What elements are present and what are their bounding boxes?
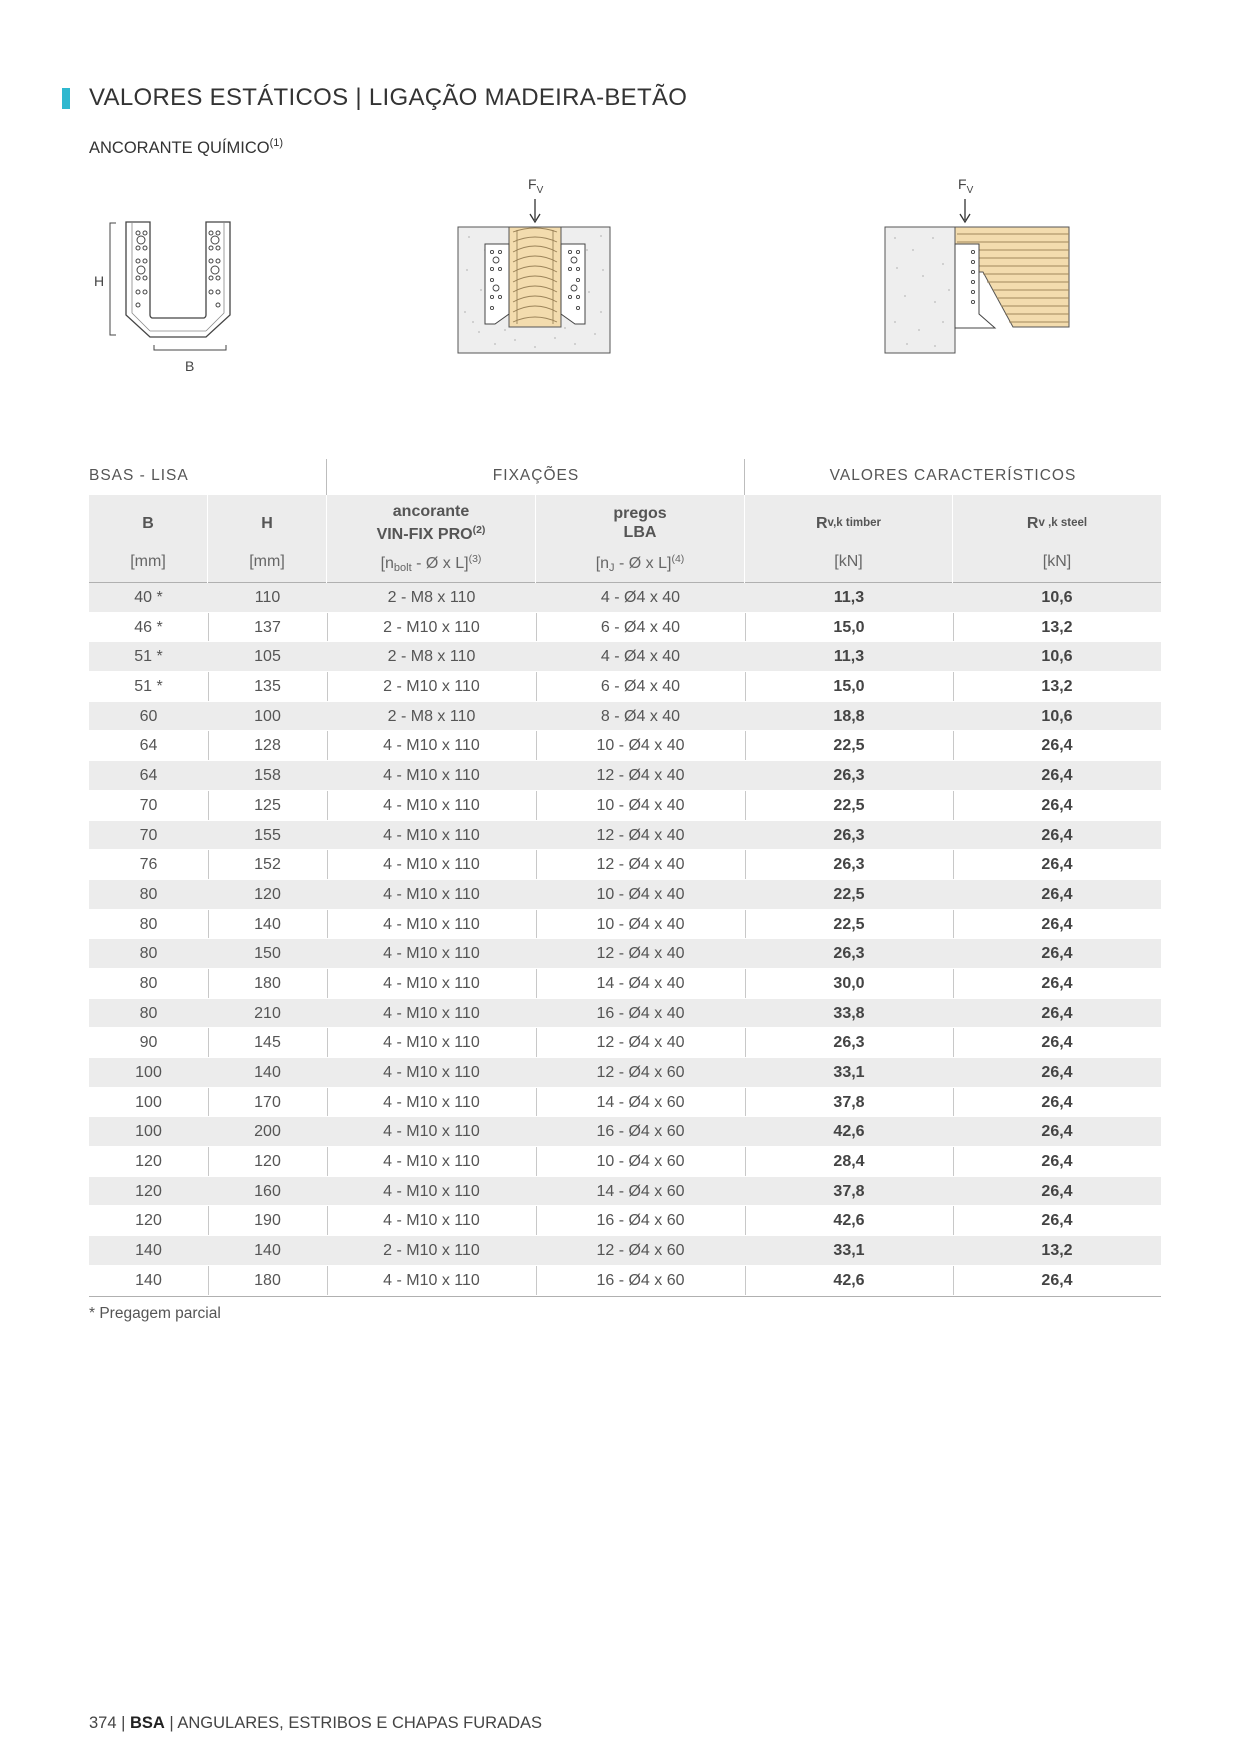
cell-b: 90	[139, 1034, 158, 1052]
table-row	[89, 880, 1161, 910]
table-row	[89, 910, 1161, 940]
table-row	[89, 642, 1161, 672]
cell-h: 110	[254, 589, 281, 606]
col-nails-unit-post: - Ø x L]	[614, 555, 672, 572]
subtitle-text: ANCORANTE QUÍMICO	[89, 139, 270, 157]
table-row	[89, 1147, 1161, 1177]
side-view-figure	[883, 172, 1073, 357]
cell-b: 100	[135, 1064, 162, 1081]
table-row	[89, 583, 1161, 613]
cell-steel: 26,4	[1041, 796, 1073, 814]
col-anchor-name-2-wrap	[377, 521, 486, 544]
cell-timber: 22,5	[833, 885, 865, 903]
col-timber-unit: [kN]	[834, 553, 863, 570]
cell-steel: 26,4	[1041, 1153, 1073, 1171]
col-steel	[953, 495, 1161, 583]
cell-anchor: 4 - M10 x 110	[383, 1093, 480, 1111]
cell-h: 120	[254, 1153, 281, 1171]
cell-b: 100	[135, 1123, 162, 1141]
force-label	[528, 176, 544, 196]
cell-timber: 37,8	[833, 1093, 865, 1111]
col-steel-unit: [kN]	[1042, 553, 1072, 570]
cell-timber: 26,3	[833, 826, 865, 844]
col-anchor-ref: (2)	[472, 524, 486, 536]
table-row	[89, 1266, 1161, 1296]
table-row	[89, 821, 1161, 851]
col-anchor-unit-pre: [n	[380, 555, 394, 572]
cell-steel: 26,4	[1041, 856, 1073, 874]
cell-anchor: 4 - M10 x 110	[383, 915, 480, 933]
cell-anchor: 4 - M10 x 110	[383, 1271, 480, 1289]
cell-nails: 10 - Ø4 x 40	[596, 737, 685, 755]
cell-timber: 28,4	[833, 1153, 865, 1171]
table-row	[89, 672, 1161, 702]
front-view-figure	[455, 172, 620, 357]
cell-nails: 12 - Ø4 x 60	[596, 1242, 685, 1260]
cell-b: 64	[139, 767, 158, 785]
table-row	[89, 1206, 1161, 1236]
cell-steel: 26,4	[1041, 1004, 1073, 1022]
table-body	[89, 583, 1161, 1297]
cell-nails: 16 - Ø4 x 40	[596, 1004, 685, 1022]
cell-nails: 14 - Ø4 x 60	[596, 1182, 685, 1200]
static-values-table	[89, 459, 1161, 1297]
cell-h: 160	[254, 1182, 281, 1200]
cell-anchor: 4 - M10 x 110	[383, 1064, 480, 1081]
cell-steel: 26,4	[1041, 915, 1073, 933]
cell-timber: 37,8	[833, 1182, 865, 1200]
cell-timber: 33,8	[833, 1004, 865, 1022]
cell-b: 40 *	[134, 589, 163, 606]
table-row	[89, 702, 1161, 732]
cell-nails: 4 - Ø4 x 40	[600, 589, 681, 606]
cell-nails: 10 - Ø4 x 40	[596, 915, 685, 933]
cell-nails: 10 - Ø4 x 60	[596, 1153, 685, 1171]
cell-timber: 26,3	[833, 1034, 865, 1052]
cell-h: 152	[254, 856, 281, 874]
cell-steel: 13,2	[1041, 1242, 1073, 1260]
cell-timber: 22,5	[833, 796, 865, 814]
cell-timber: 26,3	[833, 856, 865, 874]
col-steel-name-sub: v ,k steel	[1038, 516, 1088, 529]
cell-h: 128	[254, 737, 281, 755]
cell-h: 155	[254, 826, 281, 844]
cell-timber: 33,1	[833, 1242, 865, 1260]
cell-anchor: 4 - M10 x 110	[383, 1182, 480, 1200]
col-anchor-unit-post: - Ø x L]	[411, 555, 469, 572]
cell-b: 120	[135, 1212, 162, 1230]
cell-timber: 22,5	[833, 915, 865, 933]
cell-steel: 26,4	[1041, 737, 1073, 755]
cell-h: 150	[254, 945, 281, 963]
cell-b: 60	[139, 707, 158, 725]
table-row	[89, 999, 1161, 1029]
cell-timber: 15,0	[833, 678, 865, 696]
section-subtitle	[89, 137, 283, 158]
cell-b: 100	[135, 1093, 162, 1111]
cell-nails: 12 - Ø4 x 40	[596, 1034, 685, 1052]
page-title: VALORES ESTÁTICOS | LIGAÇÃO MADEIRA-BETÃO	[89, 84, 688, 111]
cell-h: 158	[254, 767, 281, 785]
cell-h: 140	[254, 915, 281, 933]
col-nails-unit-sub: J	[609, 562, 615, 574]
cell-nails: 4 - Ø4 x 40	[600, 648, 681, 666]
col-nails-unit	[536, 553, 744, 574]
col-timber-name	[745, 503, 952, 543]
cell-h: 180	[254, 1271, 281, 1289]
col-h	[208, 495, 327, 583]
cell-nails: 10 - Ø4 x 40	[596, 796, 685, 814]
cell-steel: 13,2	[1041, 618, 1073, 636]
cell-h: 180	[254, 974, 281, 992]
cell-timber: 26,3	[833, 945, 865, 963]
group-divider	[744, 459, 745, 495]
cell-anchor: 2 - M8 x 110	[387, 648, 476, 666]
col-anchor-name	[327, 503, 535, 543]
cell-timber: 33,1	[833, 1064, 865, 1081]
cell-h: 170	[254, 1093, 281, 1111]
cell-nails: 12 - Ø4 x 40	[596, 945, 685, 963]
cell-steel: 10,6	[1041, 707, 1073, 725]
col-nails-unit-ref: (4)	[671, 553, 685, 565]
col-timber	[745, 495, 953, 583]
cell-b: 80	[139, 945, 158, 963]
cell-b: 80	[139, 1004, 158, 1022]
table-row	[89, 761, 1161, 791]
cell-nails: 6 - Ø4 x 40	[600, 678, 681, 696]
page-number: 374	[89, 1714, 117, 1732]
force-main-side: F	[958, 176, 967, 192]
col-anchor-unit-ref: (3)	[468, 553, 482, 565]
cell-h: 125	[254, 796, 281, 814]
footer-sep: |	[164, 1714, 178, 1732]
cell-steel: 26,4	[1041, 885, 1073, 903]
cell-nails: 12 - Ø4 x 40	[596, 767, 685, 785]
cell-steel: 26,4	[1041, 1182, 1073, 1200]
dim-h-label: H	[94, 273, 105, 289]
table-row	[89, 1058, 1161, 1088]
cell-timber: 42,6	[833, 1123, 865, 1141]
col-steel-name-main: R	[1026, 514, 1039, 532]
cell-nails: 16 - Ø4 x 60	[596, 1123, 685, 1141]
cell-anchor: 2 - M8 x 110	[387, 707, 476, 725]
cell-b: 76	[139, 856, 158, 874]
cell-b: 140	[135, 1271, 162, 1289]
cell-timber: 15,0	[833, 618, 865, 636]
col-h-unit: [mm]	[249, 553, 285, 570]
cell-anchor: 4 - M10 x 110	[383, 1034, 480, 1052]
group-values: VALORES CARACTERÍSTICOS	[829, 467, 1077, 484]
cell-anchor: 2 - M10 x 110	[383, 618, 480, 636]
cell-nails: 12 - Ø4 x 40	[596, 826, 685, 844]
cell-anchor: 4 - M10 x 110	[383, 856, 480, 874]
table-row	[89, 850, 1161, 880]
table-column-header	[89, 495, 1161, 583]
col-timber-name-sub: v,k timber	[827, 516, 882, 529]
table-row	[89, 1088, 1161, 1118]
force-label-side	[958, 176, 974, 196]
cell-b: 80	[139, 885, 158, 903]
cell-nails: 6 - Ø4 x 40	[600, 618, 681, 636]
cell-nails: 12 - Ø4 x 40	[596, 856, 685, 874]
cell-anchor: 4 - M10 x 110	[383, 974, 480, 992]
cell-steel: 26,4	[1041, 1034, 1073, 1052]
cell-h: 145	[254, 1034, 281, 1052]
cell-nails: 14 - Ø4 x 60	[596, 1093, 685, 1111]
cell-b: 80	[139, 974, 158, 992]
table-row	[89, 1177, 1161, 1207]
cell-b: 70	[139, 826, 158, 844]
cell-timber: 18,8	[833, 707, 865, 725]
cell-timber: 22,5	[833, 737, 865, 755]
cell-steel: 26,4	[1041, 1123, 1073, 1141]
group-product: BSAS - LISA	[89, 467, 189, 484]
cell-steel: 26,4	[1041, 1093, 1073, 1111]
footer-sep: |	[116, 1714, 130, 1732]
force-main: F	[528, 176, 537, 192]
cell-anchor: 2 - M10 x 110	[383, 678, 480, 696]
cell-b: 140	[135, 1242, 162, 1260]
cell-anchor: 4 - M10 x 110	[383, 945, 480, 963]
footer-section: ANGULARES, ESTRIBOS E CHAPAS FURADAS	[177, 1714, 543, 1732]
col-nails-name-1: pregos	[613, 505, 667, 522]
cell-anchor: 2 - M8 x 110	[387, 589, 476, 606]
col-b	[89, 495, 208, 583]
footnote: * Pregagem parcial	[89, 1305, 221, 1322]
cell-nails: 16 - Ø4 x 60	[596, 1271, 685, 1289]
cell-nails: 12 - Ø4 x 60	[596, 1064, 685, 1081]
table-row	[89, 1236, 1161, 1266]
col-anchor-name-1: ancorante	[392, 503, 470, 520]
cell-h: 120	[254, 885, 281, 903]
cell-b: 70	[139, 796, 158, 814]
col-anchor	[327, 495, 536, 583]
cell-anchor: 4 - M10 x 110	[383, 1123, 480, 1141]
table-row	[89, 731, 1161, 761]
cell-timber: 30,0	[833, 974, 865, 992]
hanger-dimension-figure	[88, 215, 268, 380]
table-row	[89, 1028, 1161, 1058]
cell-nails: 10 - Ø4 x 40	[596, 885, 685, 903]
cell-h: 105	[254, 648, 281, 666]
subtitle-ref: (1)	[269, 137, 284, 149]
table-row	[89, 791, 1161, 821]
cell-steel: 26,4	[1041, 974, 1073, 992]
group-divider	[326, 459, 327, 495]
col-b-unit: [mm]	[130, 553, 166, 570]
col-nails	[536, 495, 745, 583]
col-nails-unit-pre: [n	[595, 555, 610, 572]
cell-nails: 16 - Ø4 x 60	[596, 1212, 685, 1230]
cell-h: 135	[254, 678, 281, 696]
cell-b: 64	[139, 737, 158, 755]
cell-nails: 14 - Ø4 x 40	[596, 974, 685, 992]
cell-timber: 11,3	[833, 589, 865, 606]
cell-steel: 26,4	[1041, 767, 1073, 785]
cell-b: 80	[139, 915, 158, 933]
col-steel-name	[953, 503, 1161, 543]
cell-timber: 42,6	[833, 1212, 865, 1230]
cell-b: 51 *	[134, 648, 163, 666]
cell-steel: 26,4	[1041, 1064, 1073, 1081]
cell-b: 120	[135, 1153, 162, 1171]
table-row	[89, 969, 1161, 999]
cell-b: 46 *	[134, 618, 163, 636]
cell-h: 140	[254, 1242, 281, 1260]
title-accent-bar	[62, 88, 70, 109]
cell-anchor: 4 - M10 x 110	[383, 767, 480, 785]
dim-b-label: B	[185, 358, 195, 374]
cell-h: 137	[254, 618, 281, 636]
cell-anchor: 4 - M10 x 110	[383, 796, 480, 814]
cell-h: 140	[254, 1064, 281, 1081]
cell-nails: 8 - Ø4 x 40	[600, 707, 681, 725]
cell-b: 51 *	[134, 678, 163, 696]
cell-anchor: 4 - M10 x 110	[383, 826, 480, 844]
cell-anchor: 4 - M10 x 110	[383, 1153, 480, 1171]
cell-b: 120	[135, 1182, 162, 1200]
col-b-name: B	[142, 514, 154, 532]
cell-anchor: 2 - M10 x 110	[383, 1242, 480, 1260]
force-sub-side: V	[966, 185, 974, 196]
table-row	[89, 613, 1161, 643]
col-nails-name	[536, 503, 744, 543]
col-nails-name-2: LBA	[623, 524, 657, 541]
cell-steel: 26,4	[1041, 826, 1073, 844]
cell-anchor: 4 - M10 x 110	[383, 737, 480, 755]
cell-h: 100	[254, 707, 281, 725]
table-group-header	[89, 459, 1161, 495]
page-footer	[89, 1714, 542, 1733]
footer-product: BSA	[130, 1714, 165, 1732]
cell-h: 210	[254, 1004, 281, 1022]
cell-h: 190	[254, 1212, 281, 1230]
cell-timber: 11,3	[833, 648, 865, 666]
col-h-name: H	[261, 514, 273, 532]
cell-anchor: 4 - M10 x 110	[383, 885, 480, 903]
cell-anchor: 4 - M10 x 110	[383, 1212, 480, 1230]
cell-timber: 26,3	[833, 767, 865, 785]
cell-anchor: 4 - M10 x 110	[383, 1004, 480, 1022]
cell-steel: 26,4	[1041, 1271, 1073, 1289]
col-anchor-unit	[327, 553, 535, 574]
cell-steel: 13,2	[1041, 678, 1073, 696]
cell-steel: 10,6	[1041, 589, 1073, 606]
cell-h: 200	[254, 1123, 281, 1141]
cell-steel: 26,4	[1041, 1212, 1073, 1230]
col-anchor-name-2: VIN-FIX PRO	[376, 526, 473, 543]
table-row	[89, 1117, 1161, 1147]
table-row	[89, 939, 1161, 969]
force-sub: V	[536, 185, 544, 196]
group-fixings: FIXAÇÕES	[492, 467, 580, 484]
col-timber-name-main: R	[815, 514, 828, 532]
col-anchor-unit-sub: bolt	[393, 562, 412, 574]
cell-timber: 42,6	[833, 1271, 865, 1289]
cell-steel: 10,6	[1041, 648, 1073, 666]
cell-steel: 26,4	[1041, 945, 1073, 963]
